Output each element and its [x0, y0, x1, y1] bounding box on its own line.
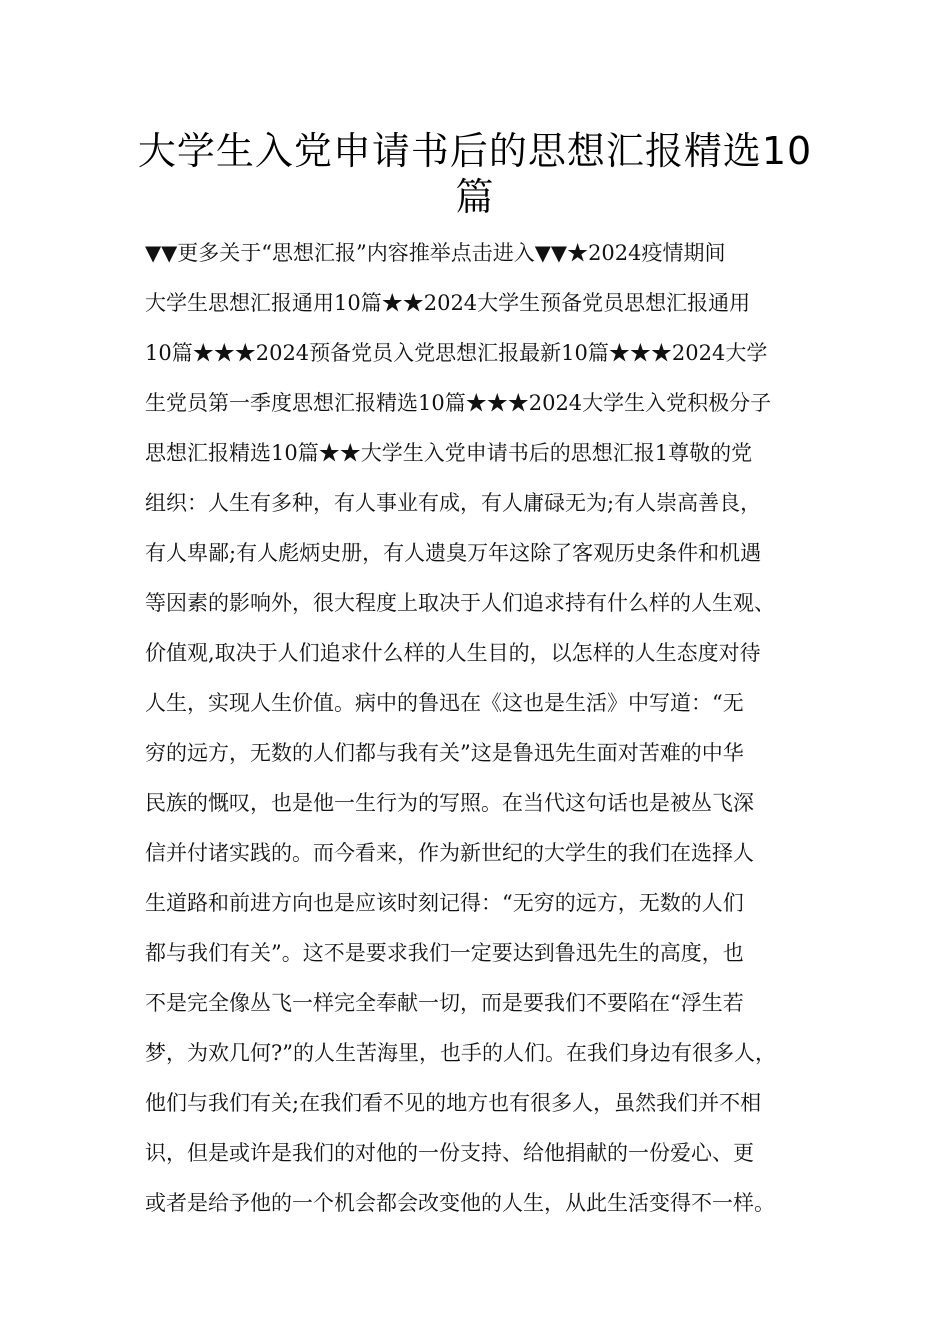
body-line: 大学生思想汇报通用10篇★★2024大学生预备党员思想汇报通用	[145, 291, 751, 315]
body-line: 信并付诸实践的。而今看来，作为新世纪的大学生的我们在选择人	[145, 841, 754, 865]
body-line: 价值观,取决于人们追求什么样的人生目的，以怎样的人生态度对待	[145, 641, 761, 665]
body-line: 他们与我们有关;在我们看不见的地方也有很多人，虽然我们并不相	[145, 1091, 762, 1115]
body-line: 都与我们有关”。这不是要求我们一定要达到鲁迅先生的高度，也	[145, 941, 744, 965]
body-line: 等因素的影响外，很大程度上取决于人们追求持有什么样的人生观、	[145, 591, 775, 615]
body-line: 民族的慨叹，也是他一生行为的写照。在当代这句话也是被丛飞深	[145, 791, 754, 815]
body-line: 穷的远方，无数的人们都与我有关”这是鲁迅先生面对苦难的中华	[145, 741, 744, 765]
body-line: 思想汇报精选10篇★★大学生入党申请书后的思想汇报1尊敬的党	[145, 441, 753, 465]
body-line: 人生，实现人生价值。病中的鲁迅在《这也是生活》中写道：“无	[145, 691, 744, 715]
body-line: 生党员第一季度思想汇报精选10篇★★★2024大学生入党积极分子	[145, 391, 772, 415]
body-line: 或者是给予他的一个机会都会改变他的人生，从此生活变得不一样。	[145, 1191, 775, 1215]
body-line: 组织：人生有多种，有人事业有成，有人庸碌无为;有人崇高善良，	[145, 491, 762, 515]
body-line: ▼▼更多关于“思想汇报”内容推举点击进入▼▼★2024疫情期间	[145, 241, 726, 265]
body-line: 有人卑鄙;有人彪炳史册，有人遗臭万年这除了客观历史条件和机遇	[145, 541, 762, 565]
body-line: 识，但是或许是我们的对他的一份支持、给他捐献的一份爱心、更	[145, 1141, 754, 1165]
body-line: 梦，为欢几何?”的人生苦海里，也手的人们。在我们身边有很多人，	[145, 1041, 776, 1065]
document-body	[145, 228, 820, 1228]
body-line: 不是完全像丛飞一样完全奉献一切，而是要我们不要陷在“浮生若	[145, 991, 744, 1015]
document-title: 大学生入党申请书后的思想汇报精选10篇	[137, 129, 813, 219]
body-line: 10篇★★★2024预备党员入党思想汇报最新10篇★★★2024大学	[145, 341, 768, 365]
body-line: 生道路和前进方向也是应该时刻记得：“无穷的远方，无数的人们	[145, 891, 744, 915]
